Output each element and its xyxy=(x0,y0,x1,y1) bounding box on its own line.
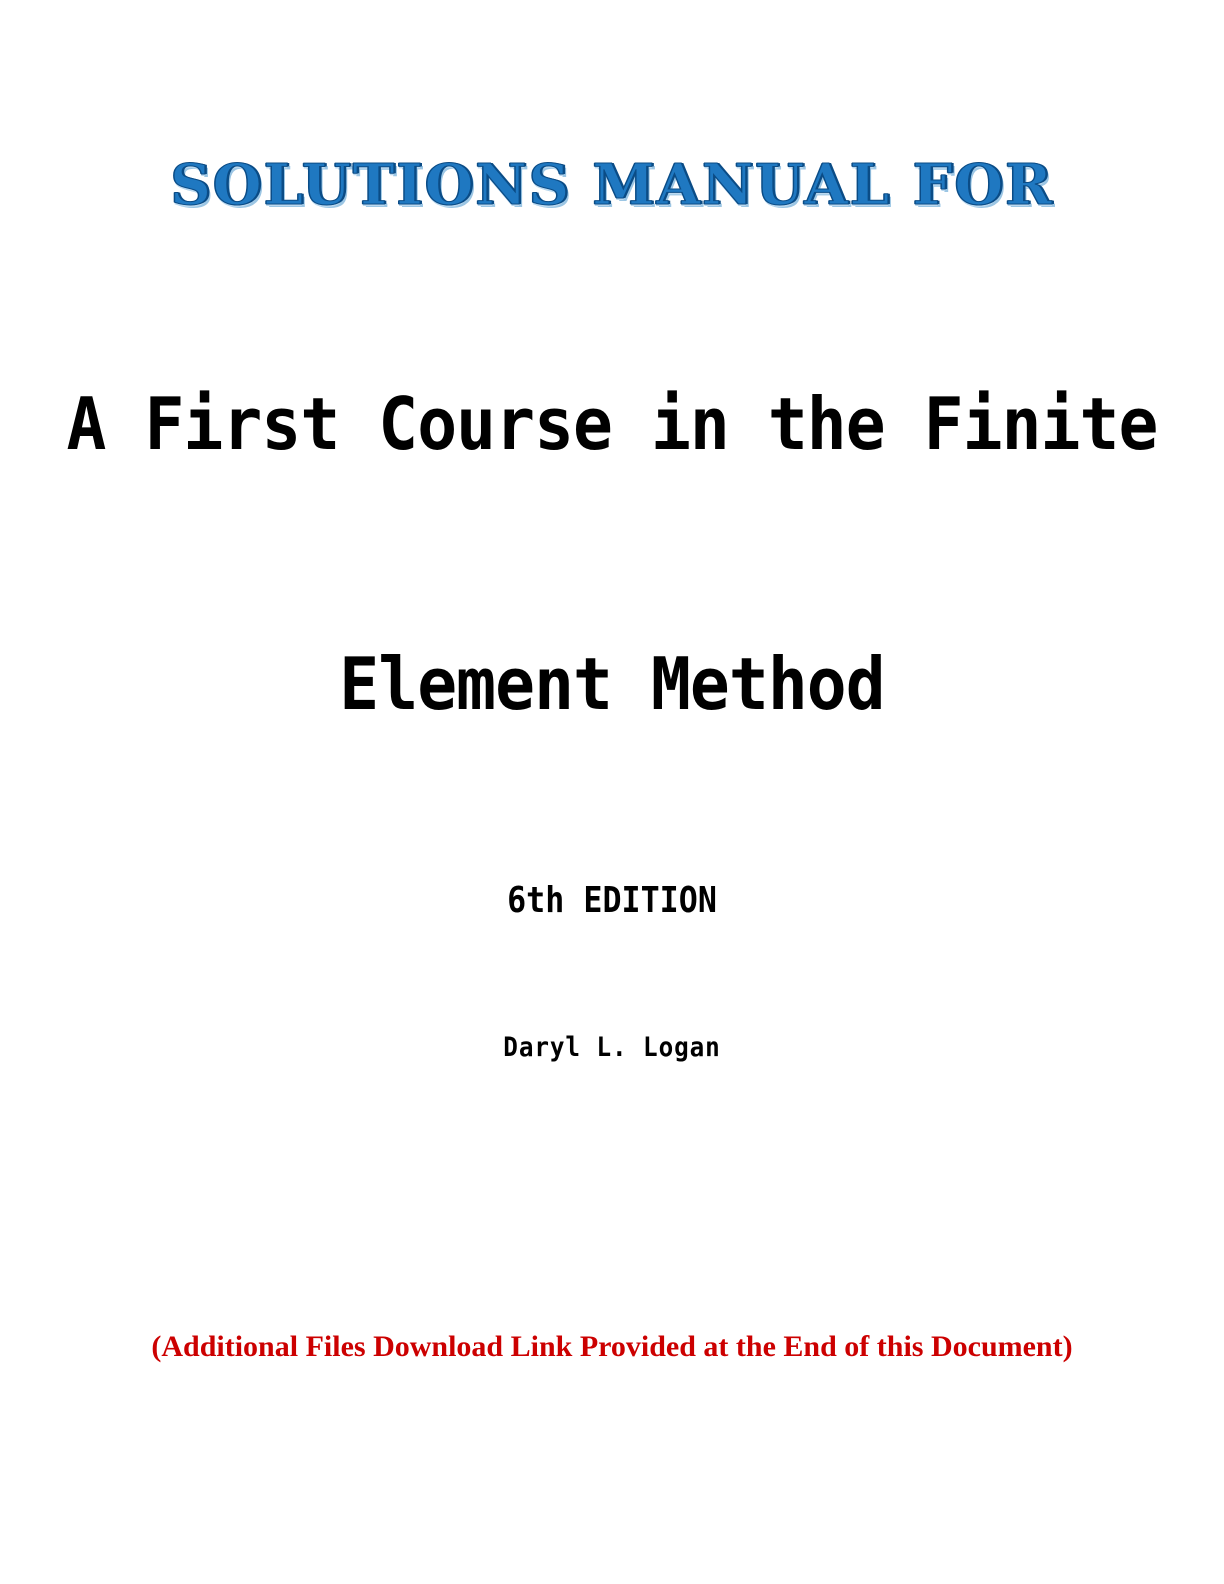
edition-label: 6th EDITION xyxy=(507,880,717,921)
book-title-line-2: Element Method xyxy=(339,642,885,726)
book-title xyxy=(0,378,1224,730)
download-link-note: (Additional Files Download Link Provided at the End of this Document) xyxy=(151,1330,1073,1363)
author-name: Daryl L. Logan xyxy=(503,1032,721,1063)
solutions-manual-banner: SOLUTIONS MANUAL FOR xyxy=(170,152,1054,218)
book-title-line-1: A First Course in the Finite xyxy=(66,382,1158,466)
